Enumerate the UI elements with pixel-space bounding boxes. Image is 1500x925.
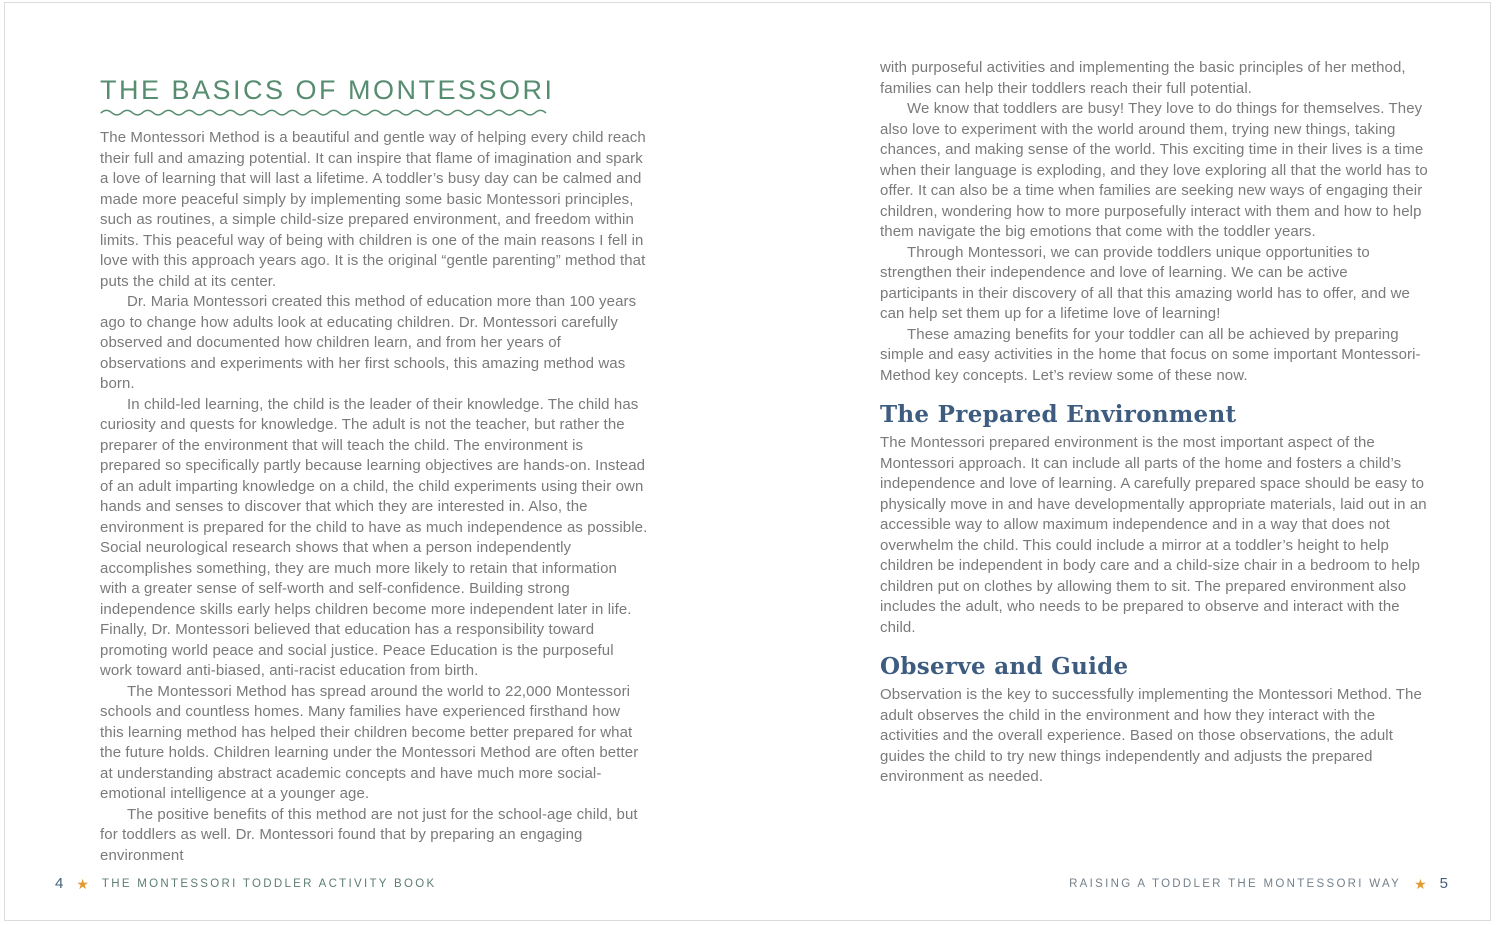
star-icon: ★ (76, 875, 89, 892)
page-left (100, 76, 648, 866)
right-page-text (880, 58, 1428, 788)
section-heading-prepared-environment: The Prepared Environment (880, 401, 1237, 428)
paragraph: The positive benefits of this method are not just for the school-age child, but for toddlers as well. Dr. Montessori found that by preparing an engaging environment (100, 805, 638, 864)
paragraph: Through Montessori, we can provide toddlers unique opportunities to strengthen their independence and love of learning. We can be active participants in their discovery of all that this amazing world has to offer, and we can help set them up for a lifetime love of learning! (880, 243, 1410, 322)
right-page-footer (1069, 875, 1448, 892)
chapter-title-footer: RAISING A TODDLER THE MONTESSORI WAY (1069, 877, 1402, 890)
star-icon: ★ (1414, 875, 1427, 892)
paragraph: We know that toddlers are busy! They love to do things for themselves. They also love to experiment with the world around them, trying new things, taking chances, and making sense of the world. This exciting time in their lives is a time when their language is exploding, and they love exploring all that the world has to offer. It can also be a time when families are seeking new ways of engaging their children, wondering how to more purposefully interact with them and how to help them navigate the big emotions that come with the toddler years. (880, 100, 1428, 240)
paragraph: These amazing benefits for your toddler can all be achieved by preparing simple and easy activities in the home that focus on some important Montessori-Method key concepts. Let’s review some of these now. (880, 325, 1421, 384)
chapter-title: THE BASICS OF MONTESSORI (100, 75, 555, 105)
chapter-heading-block (100, 76, 555, 116)
left-page-text (100, 128, 648, 866)
book-title-footer: THE MONTESSORI TODDLER ACTIVITY BOOK (101, 877, 437, 890)
section-heading-observe-and-guide: Observe and Guide (880, 653, 1129, 680)
paragraph: The Montessori Method has spread around the world to 22,000 Montessori schools and countless homes. Many families have experienced firsthand how this learning method has helped their children become better prepared for what the future holds. Children learning under the Montessori Method are often better at understanding abstract academic concepts and have much more social-emotional intelligence at a younger age. (100, 682, 639, 802)
paragraph: The Montessori prepared environment is the most important aspect of the Montessori approach. It can include all parts of the home and fosters a child’s independence and love of learning. A carefully prepared space should be easy to physically move in and have developmentally appropriate materials, laid out in an accessible way to allow maximum independence and in a way that does not overwhelm the child. This could include a mirror at a toddler’s height to help children be independent in body care and a child-size chair in a bedroom to help children put on clothes by allowing them to sit. The prepared environment also includes the adult, who needs to be prepared to observe and interact with the child. (880, 434, 1427, 636)
paragraph: with purposeful activities and implementing the basic principles of her method, families can help their toddlers reach their full potential. (880, 59, 1406, 97)
paragraph: Dr. Maria Montessori created this method of education more than 100 years ago to change how adults look at educating children. Dr. Montessori carefully observed and documented how children learn, and from her years of observations and experiments with her first schools, this amazing method was born. (100, 293, 637, 392)
paragraph: In child-led learning, the child is the leader of their knowledge. The child has curiosity and quests for knowledge. The adult is not the teacher, but rather the preparer of the environment that will teach the child. The environment is prepared so specifically partly because learning objectives are hands-on. Instead of an adult imparting knowledge on a child, the child experiments using their own hands and senses to discover that which they are interested in. Also, the environment is prepared for the child to have as much independence as possible. Social neurological research shows that when a person independently accomplishes something, they are much more likely to retain that information with a greater sense of self-worth and self-confidence. Building strong independence skills early helps children become more independent later in life. Finally, Dr. Montessori believed that education has a responsibility toward promoting world peace and social justice. Peace Education is the purposeful work toward anti-biased, anti-racist education from birth. (100, 395, 648, 679)
page-number: 4 (55, 875, 64, 892)
paragraph: Observation is the key to successfully implementing the Montessori Method. The adult observes the child in the environment and how they interact with the activities and the overall experience. Based on those observations, the adult guides the child to try new things independently and adjusts the prepared environment as needed. (880, 686, 1422, 785)
left-page-footer (55, 875, 436, 892)
paragraph: The Montessori Method is a beautiful and gentle way of helping every child reach their full and amazing potential. It can inspire that flame of imagination and spark a love of learning that will last a lifetime. A toddler’s busy day can be calmed and made more peaceful simply by implementing some basic Montessori principles, such as routines, a simple child-size prepared environment, and freedom within limits. This peaceful way of being with children is one of the main reasons I fell in love with this approach years ago. It is the original “gentle parenting” method that puts the child at its center. (100, 129, 646, 290)
wavy-underline-icon (100, 107, 555, 116)
page-right (880, 58, 1428, 788)
page-number: 5 (1439, 875, 1448, 892)
